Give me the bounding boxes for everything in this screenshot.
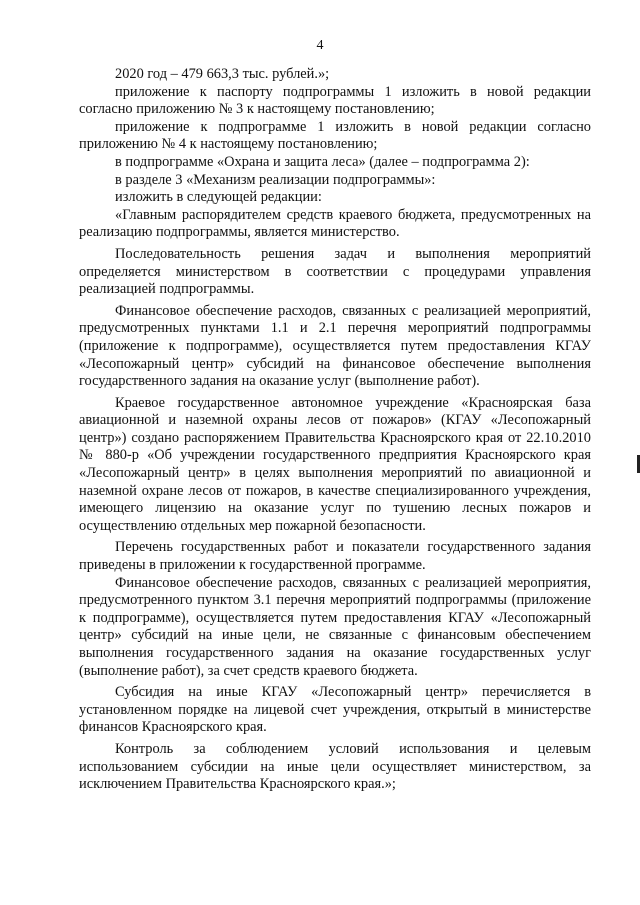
paragraph-financing-1: Финансовое обеспечение расходов, связанных с реализацией мероприятий, предусмотренных пунктами 1.1 и 2.1 перечня мероприятий подпрограммы (приложение к подпрограмме), осуществляется путем предоставления КГАУ «Лесопожарный центр» субсидий на финансовое обеспечение выполнения государственного задания на оказание услуг (выполнение работ). [79,302,591,390]
paragraph-works-list: Перечень государственных работ и показатели государственного задания приведены в приложении к государственной программе. [79,539,591,574]
paragraph-institution: Краевое государственное автономное учреждение «Красноярская база авиационной и наземной охраны лесов от пожаров» (КГАУ «Лесопожарный центр») создано распоряжением Правительства Красноярского края от 22.10.2010 № 880-р «Об учреждении государственного предприятия Красноярского края «Лесопожарный центр» в целях выполнения мероприятий по авиационной и наземной охране лесов от пожаров, в качестве специализированного учреждения, имеющего лицензию на оказание услуг по тушению лесных пожаров и осуществлению отдельных мер пожарной безопасности. [79,394,591,534]
paragraph-subprogram-2-title: в подпрограмме «Охрана и защита леса» (далее – подпрограмма 2): [115,153,530,170]
paragraph-appendix-subprogram-1: приложение к подпрограмме 1 изложить в новой редакции согласно приложению № 4 к настоящему постановлению; [79,118,591,153]
paragraph-main-manager: «Главным распорядителем средств краевого бюджета, предусмотренных на реализацию подпрограммы, является министерство. [79,206,591,241]
paragraph-sequence: Последовательность решения задач и выполнения мероприятий определяется министерством в соответствии с процедурами управления реализацией подпрограммы. [79,245,591,298]
paragraph-subsidy-transfer: Субсидия на иные КГАУ «Лесопожарный центр» перечисляется в установленном порядке на лицевой счет учреждения, открытый в министерстве финансов Красноярского края. [79,684,591,736]
paragraph-appendix-passport: приложение к паспорту подпрограммы 1 изложить в новой редакции согласно приложению № 3 к настоящему постановлению; [79,83,591,118]
page-number: 4 [316,38,324,53]
paragraph-new-edition: изложить в следующей редакции: [115,189,322,206]
paragraph-funding-2020: 2020 год – 479 663,3 тыс. рублей.»; [115,66,330,82]
document-body [79,66,591,794]
paragraph-financing-2: Финансовое обеспечение расходов, связанных с реализацией мероприятия, предусмотренного пунктом 3.1 перечня мероприятий подпрограммы (приложение к подпрограмме), осуществляется путем предоставления КГАУ «Лесопожарный центр» субсидий на иные цели, не связанные с финансовым обеспечением выполнения государственного задания на оказание государственных услуг (выполнение работ), за счет средств краевого бюджета. [79,574,591,679]
paragraph-control: Контроль за соблюдением условий использования и целевым использованием субсидии на иные цели осуществляет министерством, за исключением Правительства Красноярского края.»; [79,740,591,793]
paragraph-section-3-title: в разделе 3 «Механизм реализации подпрограммы»: [115,171,436,188]
